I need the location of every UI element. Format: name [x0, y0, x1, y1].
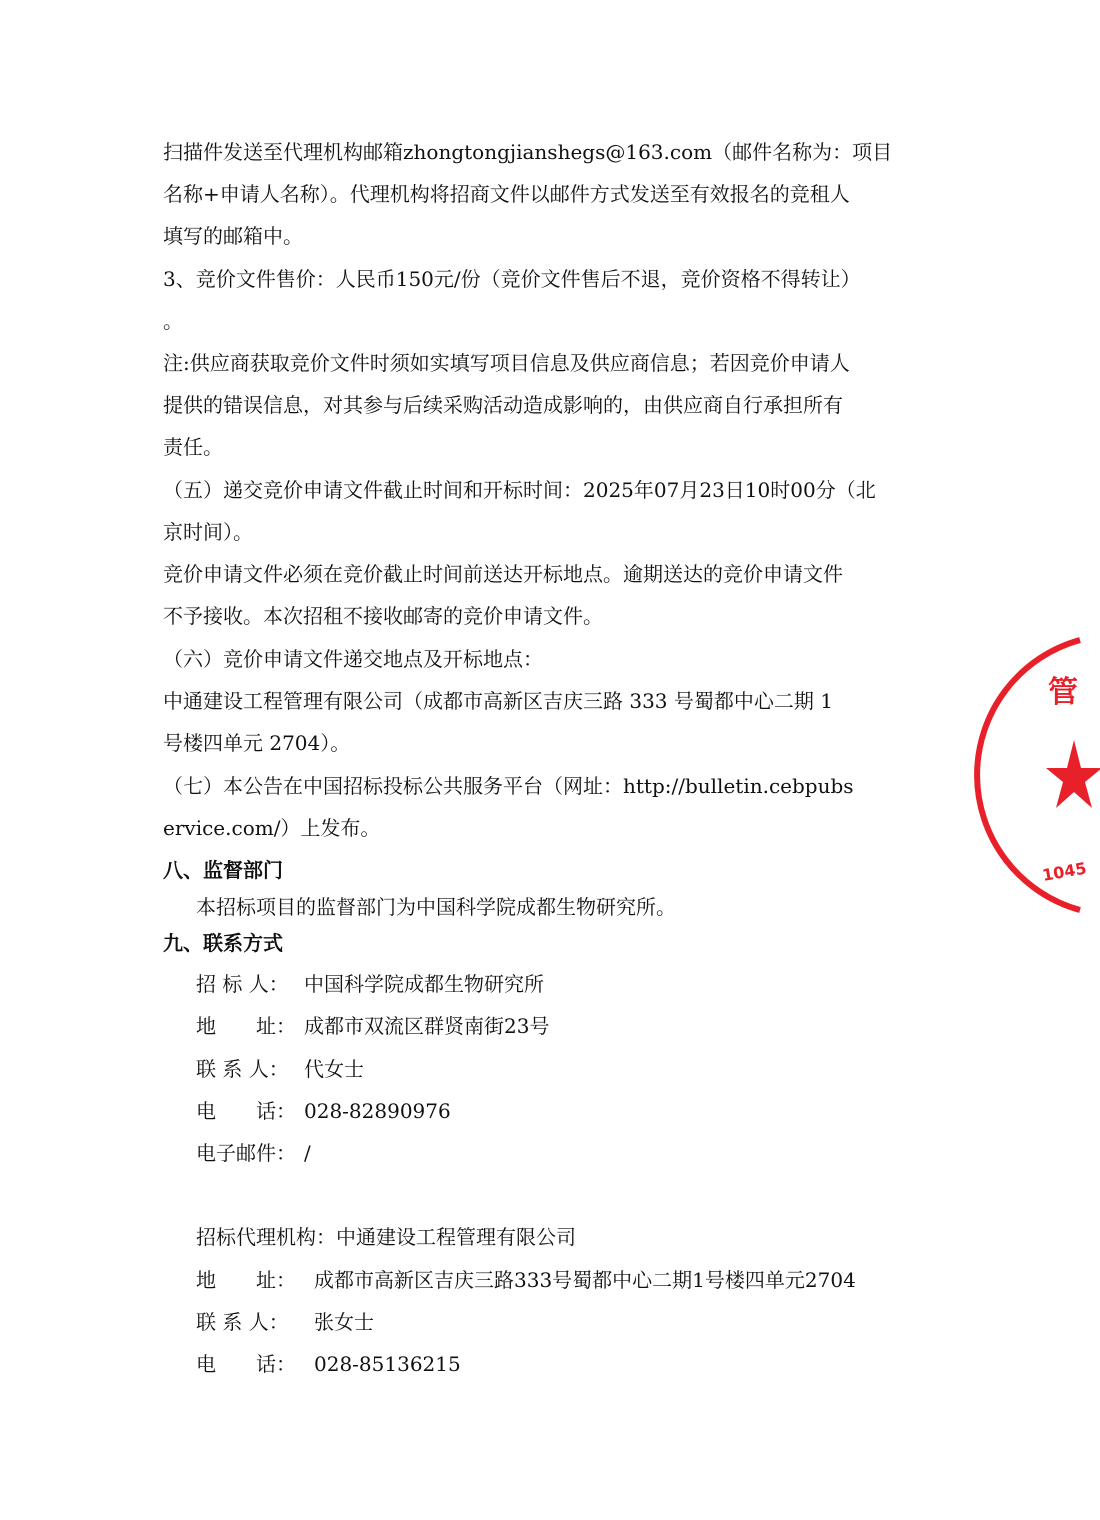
contact-label: 联 系 人：: [196, 1310, 289, 1334]
paragraph-line: 名称+申请人名称）。代理机构将招商文件以邮件方式发送至有效报名的竞租人: [163, 182, 850, 206]
contact-label: 电 话：: [196, 1099, 296, 1123]
paragraph-line: 注:供应商获取竞价文件时须如实填写项目信息及供应商信息；若因竞价申请人: [163, 351, 850, 375]
paragraph-line: （五）递交竞价申请文件截止时间和开标时间：2025年07月23日10时00分（北: [163, 478, 876, 502]
contact-value: 成都市双流区群贤南街23号: [304, 1014, 550, 1038]
contact-value: 成都市高新区吉庆三路333号蜀都中心二期1号楼四单元2704: [314, 1268, 856, 1292]
contact-value: 张女士: [314, 1310, 374, 1334]
section-heading-contact: 九、联系方式: [163, 931, 283, 955]
contact-value: /: [304, 1141, 311, 1165]
contact-label: 电子邮件：: [196, 1141, 296, 1165]
paragraph-line: 扫描件发送至代理机构邮箱zhongtongjianshegs@163.com（邮件名称为：项目: [163, 140, 893, 164]
paragraph-line: 中通建设工程管理有限公司（成都市高新区吉庆三路 333 号蜀都中心二期 1: [163, 689, 833, 713]
agency-row-phone: [196, 1351, 461, 1377]
contact-label: 地 址：: [196, 1268, 296, 1292]
contact-row-person: [196, 1056, 364, 1082]
paragraph-line: 提供的错误信息，对其参与后续采购活动造成影响的，由供应商自行承担所有: [163, 393, 843, 417]
contact-label: 招 标 人：: [196, 972, 289, 996]
paragraph-line: 责任。: [163, 435, 223, 459]
contact-row-tenderer: [196, 971, 544, 997]
contact-value: 中国科学院成都生物研究所: [304, 972, 544, 996]
company-seal-stamp: [1040, 660, 1100, 890]
paragraph-line: 。: [163, 309, 183, 333]
paragraph-line: （六）竞价申请文件递交地点及开标地点：: [163, 647, 543, 671]
contact-value: 代女士: [304, 1057, 364, 1081]
paragraph-line: 京时间）。: [163, 520, 253, 544]
seal-star-icon: [1046, 740, 1100, 808]
supervision-text: 本招标项目的监督部门为中国科学院成都生物研究所。: [196, 895, 676, 919]
paragraph-line: （七）本公告在中国招标投标公共服务平台（网址：http://bulletin.cebpubs: [163, 774, 854, 798]
contact-row-address: [196, 1013, 549, 1039]
contact-label: 电 话：: [196, 1352, 296, 1376]
agency-row-address: [196, 1267, 856, 1293]
paragraph-line: 3、竞价文件售价：人民币150元/份（竞价文件售后不退，竞价资格不得转让）: [163, 267, 861, 291]
paragraph-line: 不予接收。本次招租不接收邮寄的竞价申请文件。: [163, 604, 603, 628]
agency-row-name: [196, 1224, 576, 1250]
contact-value: 028-85136215: [314, 1352, 461, 1376]
contact-label: 地 址：: [196, 1014, 296, 1038]
agency-row-person: [196, 1309, 374, 1335]
contact-row-email: [196, 1140, 311, 1166]
paragraph-line: 填写的邮箱中。: [163, 224, 303, 248]
paragraph-line: 竞价申请文件必须在竞价截止时间前送达开标地点。逾期送达的竞价申请文件: [163, 562, 843, 586]
paragraph-line: ervice.com/）上发布。: [163, 816, 381, 840]
agency-name: 中通建设工程管理有限公司: [336, 1225, 576, 1249]
contact-value: 028-82890976: [304, 1099, 451, 1123]
paragraph-line: 号楼四单元 2704）。: [163, 731, 351, 755]
seal-digits: 1045: [1040, 858, 1088, 885]
contact-row-phone: [196, 1098, 451, 1124]
agency-label: 招标代理机构：: [196, 1225, 336, 1249]
section-heading-supervision: 八、监督部门: [163, 858, 283, 882]
contact-label: 联 系 人：: [196, 1057, 289, 1081]
seal-character: 管: [1048, 675, 1078, 710]
